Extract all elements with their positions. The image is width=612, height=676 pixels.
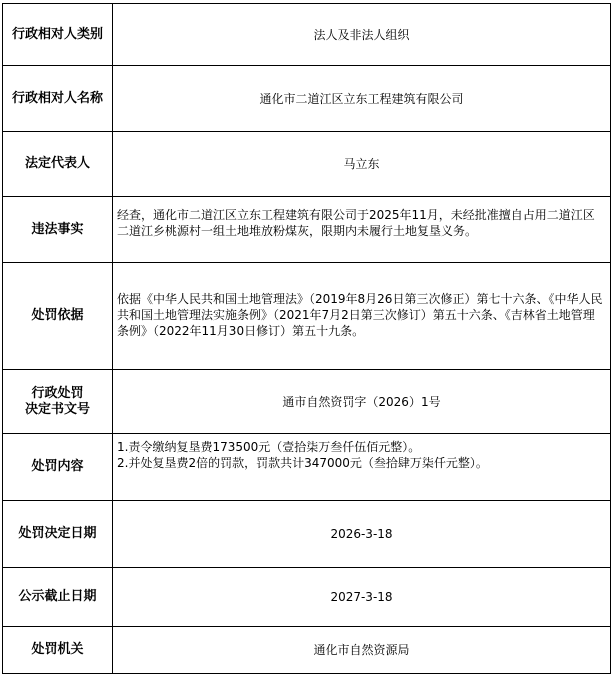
row-value-violation-facts: 经查，通化市二道江区立东工程建筑有限公司于2025年11月，未经批准擅自占用二道江区二道江乡桃源村一组土地堆放粉煤灰，限期内未履行土地复垦义务。 — [113, 197, 611, 263]
row-value-penalty-authority: 通化市自然资源局 — [113, 627, 611, 674]
table-row — [3, 627, 611, 674]
table-row — [3, 501, 611, 568]
row-label-counterparty-name: 行政相对人名称 — [3, 66, 113, 132]
row-label-publicity-deadline: 公示截止日期 — [3, 568, 113, 627]
row-label-decision-date: 处罚决定日期 — [3, 501, 113, 568]
decision-number-label-line-2: 决定书文号 — [24, 401, 90, 417]
row-value-decision-date: 2026-3-18 — [113, 501, 611, 568]
table-row — [3, 4, 611, 66]
table-row — [3, 197, 611, 263]
decision-number-label-line-1: 行政处罚 — [31, 385, 84, 401]
row-label-penalty-authority: 处罚机关 — [3, 627, 113, 674]
table-row — [3, 434, 611, 501]
row-label-counterparty-type: 行政相对人类别 — [3, 4, 113, 66]
penalty-content-item-1: 1.责令缴纳复垦费173500元（壹拾柒万叁仟伍佰元整）。 — [117, 440, 421, 454]
table-row — [3, 568, 611, 627]
row-value-legal-representative: 马立东 — [113, 132, 611, 197]
penalty-content-item-2: 2.并处复垦费2倍的罚款，罚款共计347000元（叁拾肆万柒仟元整）。 — [117, 456, 488, 470]
row-value-penalty-content — [113, 434, 611, 501]
row-value-counterparty-type: 法人及非法人组织 — [113, 4, 611, 66]
row-value-decision-number: 通市自然资罚字（2026）1号 — [113, 370, 611, 434]
row-label-penalty-content: 处罚内容 — [3, 434, 113, 501]
row-label-violation-facts: 违法事实 — [3, 197, 113, 263]
table-row — [3, 370, 611, 434]
row-label-legal-representative: 法定代表人 — [3, 132, 113, 197]
row-label-penalty-basis: 处罚依据 — [3, 263, 113, 370]
table-row — [3, 132, 611, 197]
row-value-penalty-basis: 依据《中华人民共和国土地管理法》（2019年8月26日第三次修正）第七十六条、《中华人民共和国土地管理法实施条例》（2021年7月2日第三次修订）第五十六条、《吉林省土地管理条例》（2022年11月30日修订）第五十九条。 — [113, 263, 611, 370]
table-row — [3, 263, 611, 370]
penalty-info-table — [2, 3, 611, 674]
row-value-publicity-deadline: 2027-3-18 — [113, 568, 611, 627]
row-value-counterparty-name: 通化市二道江区立东工程建筑有限公司 — [113, 66, 611, 132]
row-label-decision-number — [3, 370, 113, 434]
table-row — [3, 66, 611, 132]
